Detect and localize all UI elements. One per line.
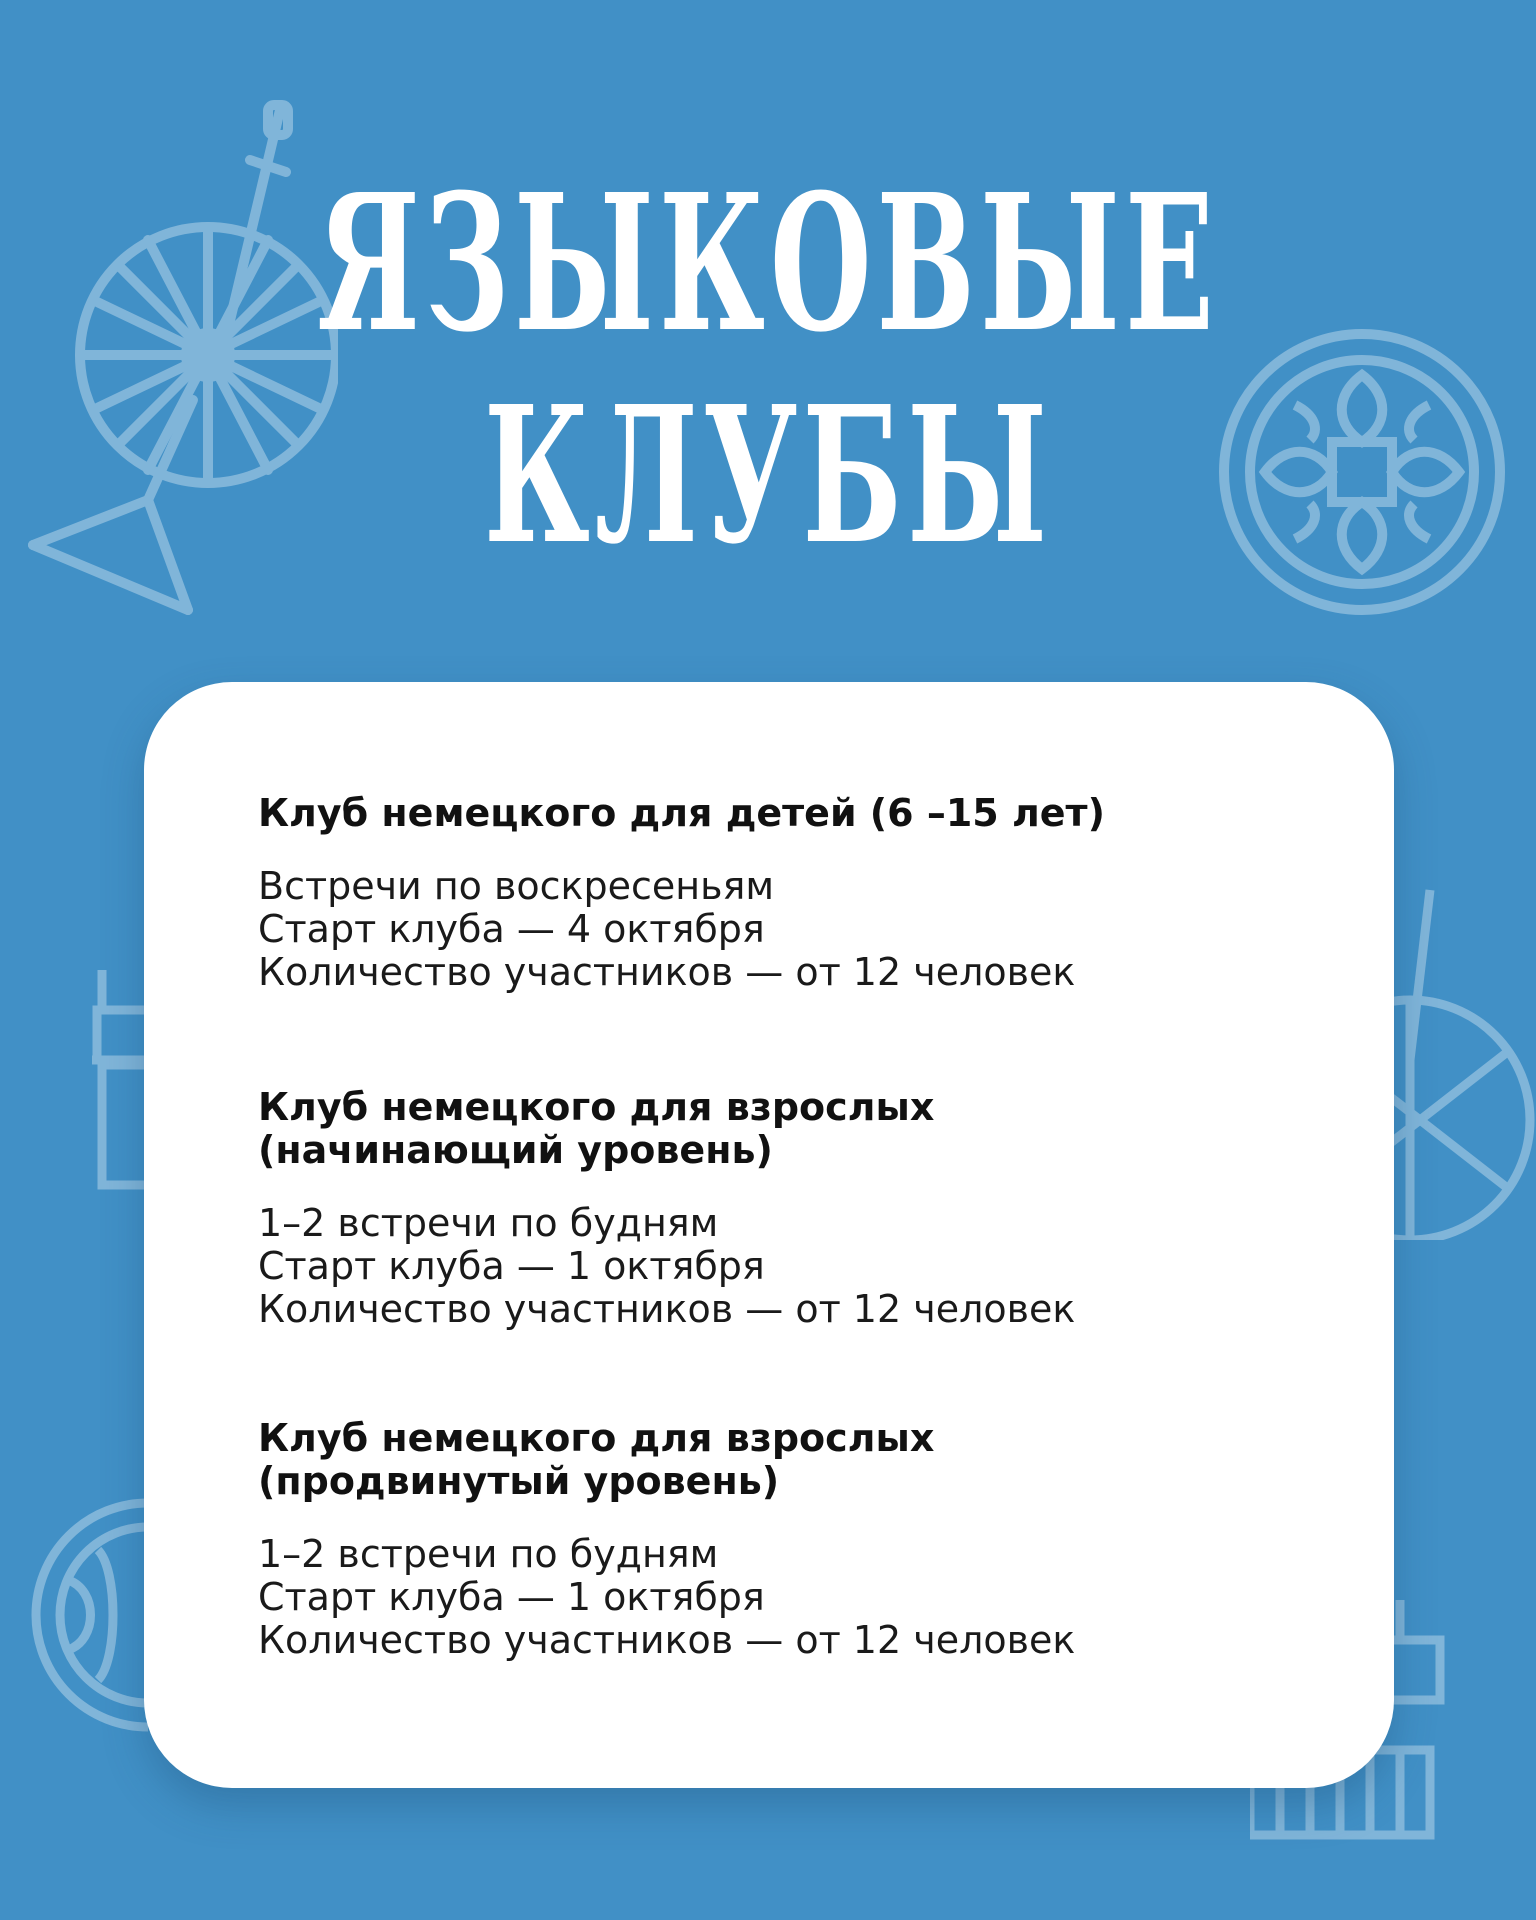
club-kids (258, 792, 1278, 994)
club-adults-advanced (258, 1417, 1278, 1662)
club-details (258, 1533, 1278, 1662)
club-title-line: Клуб немецкого для взрослых (258, 1085, 935, 1129)
club-adults-beginner (258, 1086, 1278, 1331)
page-title-line-1: ЯЗЫКОВЫЕ (317, 153, 1219, 374)
page-title-line-2: КЛУБЫ (483, 365, 1053, 586)
club-participants: Количество участников — от 12 человек (258, 1618, 1076, 1662)
club-details (258, 865, 1278, 994)
club-title-line: Клуб немецкого для взрослых (258, 1416, 935, 1460)
club-title-line: (начинающий уровень) (258, 1128, 773, 1172)
club-start-date: Старт клуба — 1 октября (258, 1244, 765, 1288)
club-start-date: Старт клуба — 1 октября (258, 1575, 765, 1619)
club-participants: Количество участников — от 12 человек (258, 1287, 1076, 1331)
club-title: Клуб немецкого для детей (6 –15 лет) (258, 791, 1105, 835)
spinning-wheel-icon (18, 100, 338, 640)
club-title (258, 1086, 1278, 1172)
clubs-card (144, 682, 1394, 1788)
ornament-medallion-icon (28, 1490, 148, 1740)
club-schedule: 1–2 встречи по будням (258, 1201, 719, 1245)
club-schedule: Встречи по воскресеньям (258, 864, 775, 908)
club-details (258, 1202, 1278, 1331)
ornament-medallion-icon (1215, 325, 1510, 620)
club-start-date: Старт клуба — 4 октября (258, 907, 765, 951)
club-participants: Количество участников — от 12 человек (258, 950, 1076, 994)
club-title (258, 1417, 1278, 1503)
club-schedule: 1–2 встречи по будням (258, 1532, 719, 1576)
club-title-line: (продвинутый уровень) (258, 1459, 780, 1503)
spinning-wheel-icon (1390, 880, 1536, 1240)
